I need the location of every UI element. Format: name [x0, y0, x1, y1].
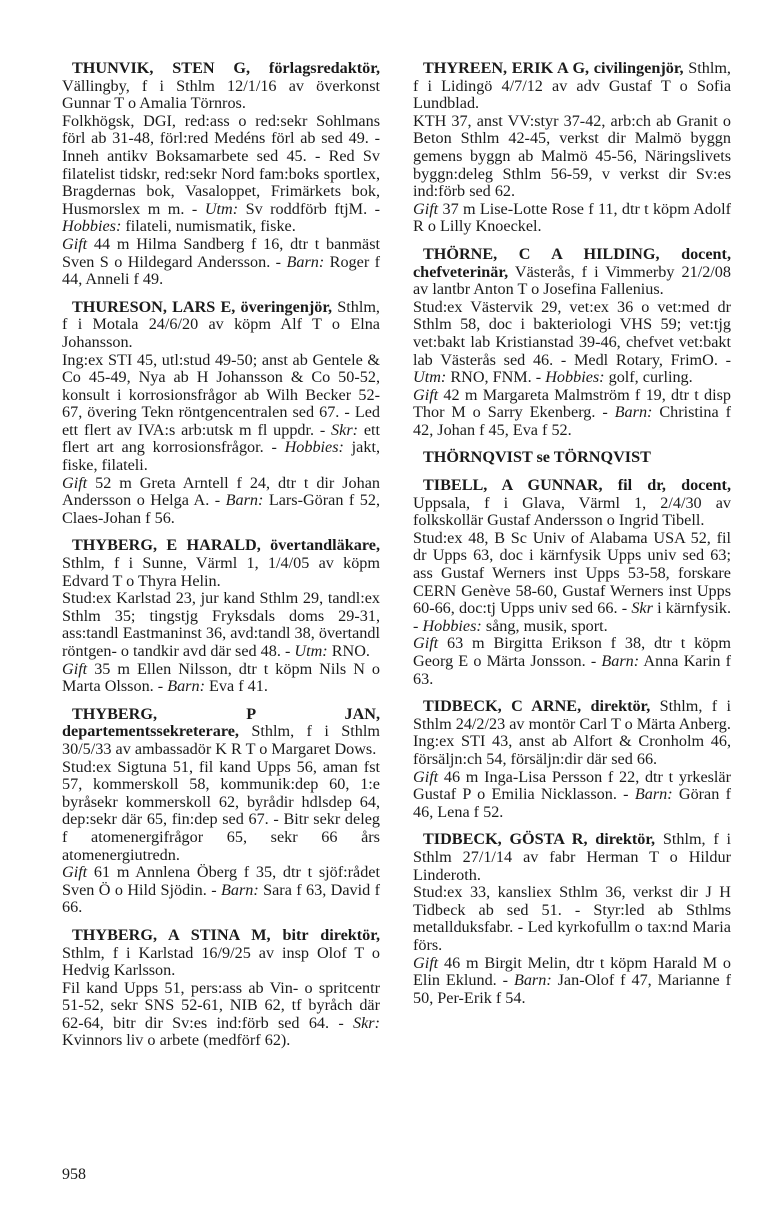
entry-children: Christina f 42, Johan f 45, Eva f 52.	[413, 403, 731, 439]
entry-career: Folkhögsk, DGI, red:ass o red:sekr Sohlmans förl ab 31-48, förl:red Medéns förl ab sed 49. - Inneh antikv Boksamarbete sed 45. - Red Sv filatelist tidskr, red:sekr Nord fam:boks sportlex, Bragdernas bok, Vasaloppet, Frimärkets bok, Husmorslex m m. -	[62, 111, 380, 218]
entry-honours: RNO.	[327, 642, 370, 660]
gift-label: Gift	[62, 659, 88, 678]
cross-reference: THÖRNQVIST se TÖRNQVIST	[423, 448, 651, 467]
gift-label: Gift	[413, 199, 439, 218]
entry-children: Lars-Göran f 52, Claes-Johan f 56.	[62, 491, 381, 527]
entry-career: Stud:ex 33, kansliex Sthlm 36, verkst dir J H Tidbeck ab sed 51. - Styr:led ab Sthlms metallduksfabr. - Led kyrkofullm o tax:nd Maria förs.	[413, 883, 731, 954]
barn-label: Barn:	[225, 491, 264, 510]
entry-honours: Sv roddförb ftjM. -	[238, 199, 380, 218]
entry-thunvik	[62, 60, 380, 289]
barn-label: Barn:	[167, 677, 205, 696]
entry-career: KTH 37, anst VV:styr 37-42, arb:ch ab Granit o Beton Sthlm 42-45, verkst dir Malmö byggn gemens byggn ab Malmö 45-56, Näringslivets byggn:deleg Sthlm 56-59, v verkst dir Sv:es ind:förb sed 62.	[413, 111, 731, 201]
entry-career: Stud:ex 48, B Sc Univ of Alabama USA 52, fil dr Upps 63, doc i kärnfysik Upps univ sed 63; ass Gustaf Werners inst Upps 53-58, forskare CERN Genève 58-60, Gustaf Werners inst Upps 60-66, doc:tj Upps univ sed 66. -	[413, 528, 731, 618]
entry-headword: THYREEN, ERIK A G, civilingenjör,	[423, 59, 684, 77]
entry-headword: THURESON, LARS E, överingenjör,	[72, 297, 333, 316]
entry-writings: Kvinnors liv o arbete (medförf 62).	[62, 1031, 291, 1050]
barn-label: Barn:	[220, 880, 259, 899]
entry-children: Roger f 44, Anneli f 49.	[62, 252, 381, 289]
gift-label: Gift	[413, 634, 439, 653]
gift-label: Gift	[413, 767, 439, 786]
right-column	[413, 60, 731, 1017]
entry-intro: Sthlm, f i Sthlm 30/5/33 av ambassadör K R T o Margaret Dows.	[62, 722, 380, 758]
entry-thureson	[62, 299, 380, 528]
barn-label: Barn:	[634, 785, 673, 804]
entry-headword: THÖRNE, C A HILDING, docent, chefveterinär,	[413, 244, 731, 281]
entry-headword: THYBERG, E HARALD, övertandläkare,	[72, 536, 380, 555]
entry-tidbeck-arne	[413, 698, 731, 821]
entry-headword: THYBERG, A STINA M, bitr direktör,	[72, 925, 380, 944]
utm-label: Utm:	[204, 199, 239, 218]
hobbies-label: Hobbies:	[422, 616, 482, 635]
skr-label: Skr:	[353, 1013, 380, 1032]
gift-label: Gift	[62, 473, 88, 492]
entry-intro: Sthlm, f i Lidingö 4/7/12 av adv Gustaf T o Sofia Lundblad.	[413, 59, 731, 113]
entry-marriage: 35 m Ellen Nilsson, dtr t köpm Nils N o Marta Olsson. -	[62, 659, 380, 696]
utm-label: Utm:	[294, 642, 328, 660]
entry-headword: THUNVIK, STEN G, förlagsredaktör,	[72, 59, 380, 77]
entry-hobbies: filateli, numismatik, fiske.	[121, 217, 296, 236]
entry-xref-thornqvist	[413, 449, 731, 467]
entry-headword: TIDBECK, GÖSTA R, direktör,	[423, 830, 656, 849]
entry-thyberg-stina	[62, 927, 380, 1050]
page-number: 958	[62, 1166, 86, 1183]
hobbies-label: Hobbies:	[62, 217, 122, 236]
gift-label: Gift	[62, 234, 88, 253]
entry-hobbies: sång, musik, sport.	[481, 616, 608, 635]
entry-tibell	[413, 477, 731, 688]
entry-children: Jan-Olof f 47, Marianne f 50, Per-Erik f 54.	[413, 971, 731, 1007]
hobbies-label: Hobbies:	[284, 438, 344, 457]
skr-label: Skr	[631, 599, 653, 618]
entry-career: Stud:ex Västervik 29, vet:ex 36 o vet:med dr Sthlm 58, doc i bakteriologi VHS 59; vet:tjg vet:bakt lab Kristianstad 39-46, chefvet vet:bakt lab Västerås sed 46. - Medl Rotary, FrimO. -	[413, 297, 731, 369]
entry-children: Göran f 46, Lena f 52.	[413, 785, 732, 821]
entry-intro: Sthlm, f i Sthlm 27/1/14 av fabr Herman T o Hildur Linderoth.	[413, 830, 731, 884]
entry-thyberg-harald	[62, 537, 380, 695]
entry-intro: Sthlm, f i Motala 24/6/20 av köpm Alf T o Elna Johansson.	[62, 297, 380, 351]
entry-marriage: 37 m Lise-Lotte Rose f 11, dtr t köpm Adolf R o Lilly Knoeckel.	[413, 199, 731, 236]
entry-career: Ing:ex STI 45, utl:stud 49-50; anst ab Gentele & Co 45-49, Nya ab H Johansson & Co 50-52, konsult i korrosionsfrågor ab Wilh Becker 52-67, övering Tekn röntgencentralen sed 67. - Led ett flert av IVA:s arb:utsk m fl uppdr. -	[62, 350, 380, 439]
barn-label: Barn:	[513, 971, 552, 990]
entry-career: Ing:ex STI 43, anst ab Alfort & Cronholm 46, försäljn:ch 54, försäljn:dir där sed 66.	[413, 732, 731, 768]
entry-intro: Sthlm, f i Karlstad 16/9/25 av insp Olof T o Hedvig Karlsson.	[62, 943, 380, 980]
entry-career: Stud:ex Sigtuna 51, fil kand Upps 56, aman fst 57, kommerskoll 58, kommunik:dep 60, 1:e byråsekr kommerskoll 62, byrådir hdlsdep 64, dep:sekr där 65, fin:dep sed 67. - Bitr sekr deleg f atomenergifrågor 65, sekr 66 års atomenergiutredn.	[62, 757, 380, 864]
entry-marriage: 44 m Hilma Sandberg f 16, dtr t banmäst Sven S o Hildegard Andersson. -	[62, 234, 380, 271]
entry-tidbeck-gosta	[413, 831, 731, 1007]
entry-thorne	[413, 246, 731, 440]
gift-label: Gift	[413, 385, 439, 404]
barn-label: Barn:	[614, 403, 653, 422]
entry-marriage: 46 m Birgit Melin, dtr t köpm Harald M o Elin Eklund. -	[413, 953, 731, 990]
entry-intro: Vällingby, f i Sthlm 12/1/16 av överkonst Gunnar T o Amalia Törnros.	[62, 76, 380, 113]
skr-label: Skr:	[331, 420, 359, 439]
entry-hobbies: jakt, fiske, filateli.	[62, 438, 380, 475]
entry-thyreen	[413, 60, 731, 236]
entry-writings: ett flert art ang korrosionsfrågor. -	[62, 420, 380, 457]
entry-thyberg-jan	[62, 706, 380, 917]
entry-honours: RNO, FNM. -	[446, 368, 546, 387]
entry-marriage: 63 m Birgitta Erikson f 38, dtr t köpm Georg E o Märta Jonsson. -	[413, 634, 731, 670]
entry-career: Stud:ex Karlstad 23, jur kand Sthlm 29, tandl:ex Sthlm 35; tingstjg Fryksdals doms 29-31, ass:tandl Eastmaninst 36, avd:tandl 38, övertandl röntgen- o tandkir avd där sed 48. -	[62, 589, 380, 660]
entry-children: Eva f 41.	[204, 677, 268, 696]
barn-label: Barn:	[286, 252, 325, 271]
utm-label: Utm:	[413, 368, 447, 387]
gift-label: Gift	[413, 953, 439, 972]
barn-label: Barn:	[601, 652, 640, 670]
left-column	[62, 60, 380, 1060]
entry-intro: Sthlm, f i Sthlm 24/2/23 av montör Carl T o Märta Anberg.	[413, 697, 732, 733]
entry-intro: Sthlm, f i Sunne, Värml 1, 1/4/05 av köpm Edvard T o Thyra Helin.	[62, 554, 380, 590]
entry-marriage: 46 m Inga-Lisa Persson f 22, dtr t yrkeslär Gustaf P o Emilia Nicklasson. -	[413, 767, 731, 804]
entry-marriage: 42 m Margareta Malmström f 19, dtr t disp Thor M o Sarry Ekenberg. -	[413, 385, 731, 422]
entry-headword: THYBERG, P JAN, departementssekreterare,	[62, 704, 380, 741]
entry-headword: TIBELL, A GUNNAR, fil dr, docent,	[423, 476, 731, 495]
entry-hobbies: golf, curling.	[604, 368, 693, 387]
hobbies-label: Hobbies:	[545, 368, 605, 387]
entry-children: Sara f 63, David f 66.	[62, 880, 380, 917]
entry-children: Anna Karin f 63.	[413, 652, 731, 688]
entry-intro: Västerås, f i Vimmerby 21/2/08 av lantbr Anton T o Josefina Fallenius.	[413, 262, 731, 299]
entry-writings: i kärnfysik. -	[413, 599, 731, 635]
entry-marriage: 52 m Greta Arntell f 24, dtr t dir Johan Andersson o Helga A. -	[62, 473, 380, 510]
gift-label: Gift	[62, 863, 88, 882]
entry-headword: TIDBECK, C ARNE, direktör,	[423, 697, 651, 716]
entry-intro: Uppsala, f i Glava, Värml 1, 2/4/30 av folkskollär Gustaf Andersson o Ingrid Tibell.	[413, 493, 731, 530]
entry-career: Fil kand Upps 51, pers:ass ab Vin- o spritcentr 51-52, sekr SNS 52-61, NIB 62, tf byråch där 62-64, bitr dir Sv:es ind:förb sed 64. -	[62, 978, 380, 1032]
entry-marriage: 61 m Annlena Öberg f 35, dtr t sjöf:rådet Sven Ö o Hild Sjödin. -	[62, 863, 380, 899]
